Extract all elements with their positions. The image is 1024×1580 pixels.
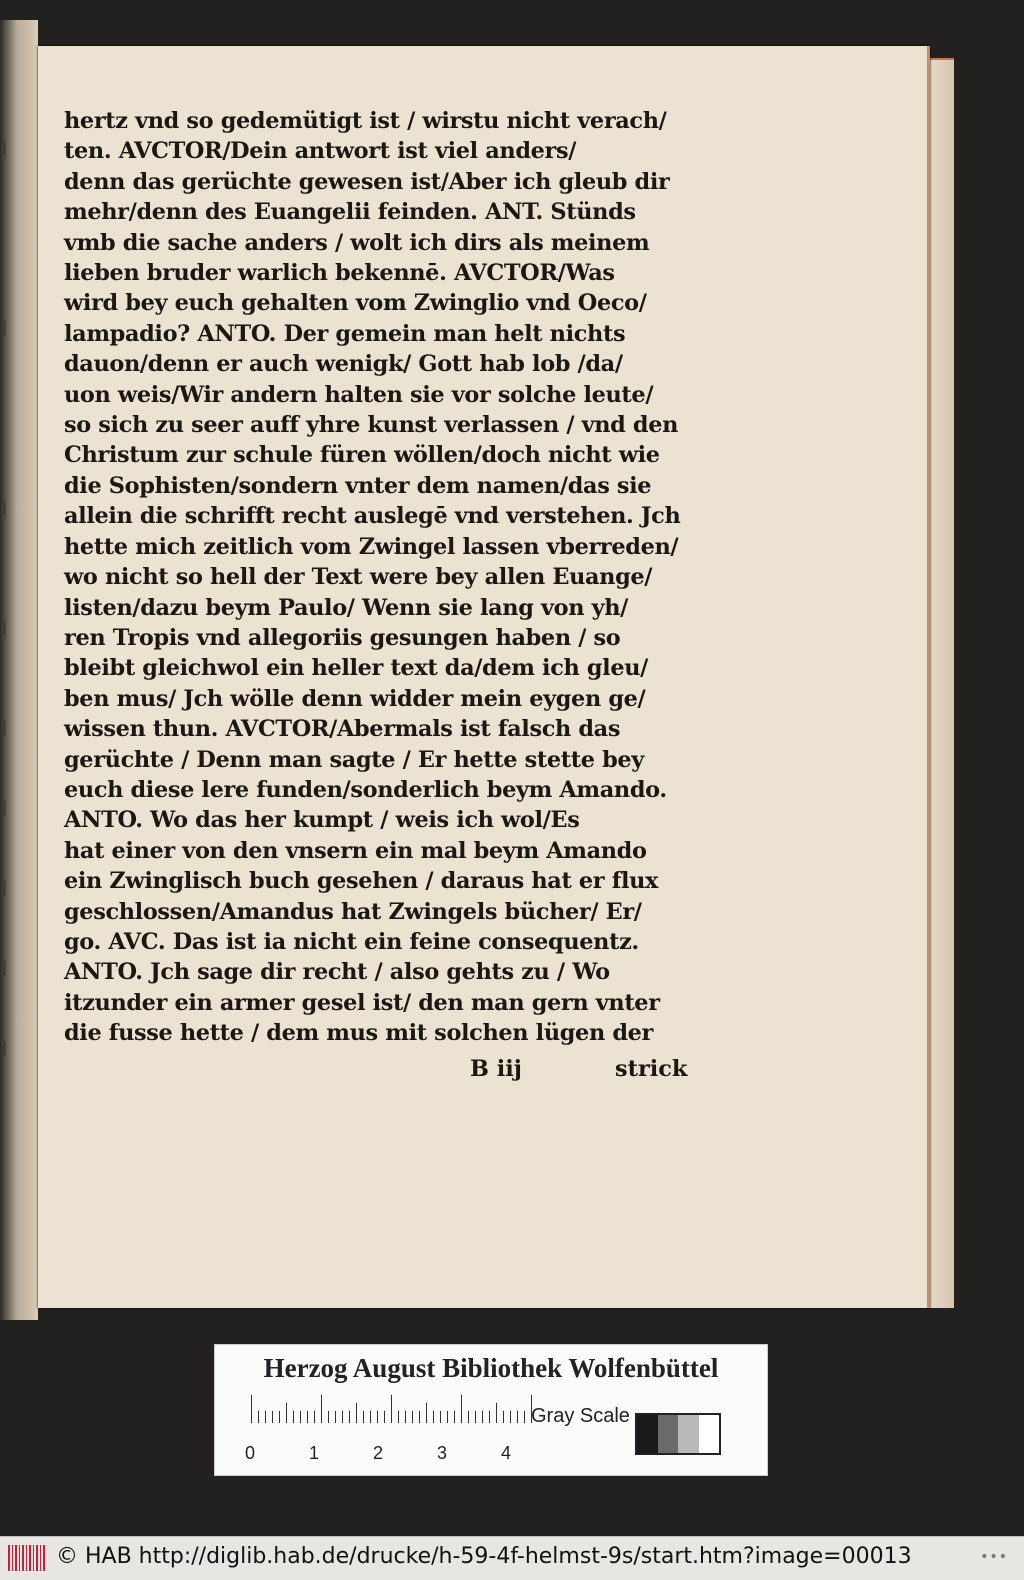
- ruler-tick: [426, 1403, 427, 1423]
- ruler-tick: [468, 1411, 469, 1423]
- text-line: ANTO. Jch sage dir recht / also gehts zu / Wo: [64, 959, 610, 986]
- ruler-number: 2: [373, 1443, 384, 1463]
- page-edge: [930, 58, 954, 1308]
- margin-mark: |: [2, 960, 8, 976]
- ruler-tick: [503, 1411, 504, 1423]
- signature-mark: B iij: [470, 1056, 522, 1082]
- more-icon[interactable]: •••: [980, 1549, 1008, 1565]
- footer-bar: [0, 1536, 1024, 1580]
- ruler-tick: [377, 1411, 378, 1423]
- grayscale-label: Gray Scale: [531, 1405, 630, 1427]
- text-line: Christum zur schule füren wöllen/doch nicht wie: [64, 442, 660, 469]
- page-text: [64, 106, 704, 1049]
- ruler-tick: [272, 1411, 273, 1423]
- text-line: denn das gerüchte gewesen ist/Aber ich gleub dir: [64, 168, 670, 195]
- ruler-tick: [482, 1411, 483, 1423]
- ruler-tick: [524, 1411, 525, 1423]
- ruler-tick: [461, 1395, 462, 1423]
- ruler-tick: [433, 1411, 434, 1423]
- ruler-tick: [489, 1411, 490, 1423]
- ruler-tick: [335, 1411, 336, 1423]
- ruler-number: 4: [501, 1443, 512, 1463]
- signature-line: [470, 1056, 690, 1088]
- text-line: uon weis/Wir andern halten sie vor solche leute/: [64, 381, 654, 408]
- ruler-tick: [496, 1403, 497, 1423]
- ruler-tick: [517, 1411, 518, 1423]
- ruler-tick: [440, 1411, 441, 1423]
- text-line: lampadio? ANTO. Der gemein man helt nichts: [64, 320, 626, 347]
- ruler-tick: [384, 1411, 385, 1423]
- margin-mark: |: [2, 880, 8, 896]
- ruler-tick: [419, 1411, 420, 1423]
- text-line: ten. AVCTOR/Dein antwort ist viel anders/: [64, 138, 577, 165]
- margin-mark: |: [2, 320, 8, 336]
- text-line: ANTO. Wo das her kumpt / weis ich wol/Es: [64, 807, 580, 834]
- ruler: [251, 1397, 531, 1437]
- ruler-tick: [370, 1411, 371, 1423]
- text-line: lieben bruder warlich bekennē. AVCTOR/Was: [64, 260, 615, 287]
- text-line: listen/dazu beym Paulo/ Wenn sie lang von yh/: [64, 594, 629, 621]
- text-line: dauon/denn er auch wenigk/ Gott hab lob /da/: [64, 351, 623, 378]
- ruler-number: 1: [309, 1443, 320, 1463]
- text-line: ren Tropis vnd allegoriis gesungen haben / so: [64, 624, 621, 651]
- ruler-tick: [265, 1411, 266, 1423]
- gray-swatch: [699, 1415, 720, 1453]
- text-line: hertz vnd so gedemütigt ist / wirstu nicht verach/: [64, 108, 667, 134]
- ruler-tick: [342, 1411, 343, 1423]
- text-line: hette mich zeitlich vom Zwingel lassen vberreden/: [64, 533, 679, 560]
- ruler-tick: [398, 1411, 399, 1423]
- text-line: gerüchte / Denn man sagte / Er hette stette bey: [64, 746, 644, 773]
- text-line: allein die schrifft recht auslegē vnd verstehen. Jch: [64, 503, 681, 530]
- ruler-tick: [405, 1411, 406, 1423]
- text-line: euch diese lere funden/sonderlich beym Amando.: [64, 776, 667, 803]
- ruler-tick: [286, 1403, 287, 1423]
- ruler-tick: [321, 1395, 322, 1423]
- ruler-tick: [279, 1411, 280, 1423]
- color-scale-card: [214, 1344, 768, 1476]
- text-line: ben mus/ Jch wölle denn widder mein eygen ge/: [64, 685, 646, 712]
- ruler-tick: [328, 1411, 329, 1423]
- ruler-tick: [300, 1411, 301, 1423]
- ruler-tick: [454, 1411, 455, 1423]
- text-line: die fusse hette / dem mus mit solchen lügen der: [64, 1020, 653, 1047]
- text-line: vmb die sache anders / wolt ich dirs als meinem: [64, 229, 650, 256]
- barcode-icon: [8, 1545, 46, 1571]
- ruler-tick: [363, 1411, 364, 1423]
- ruler-tick: [356, 1403, 357, 1423]
- text-line: wo nicht so hell der Text were bey allen Euange/: [64, 564, 653, 591]
- gray-swatch: [637, 1415, 658, 1453]
- ruler-tick: [258, 1411, 259, 1423]
- text-line: die Sophisten/sondern vnter dem namen/das sie: [64, 472, 652, 499]
- margin-mark: |: [2, 800, 8, 816]
- ruler-tick: [314, 1411, 315, 1423]
- text-line: geschlossen/Amandus hat Zwingels bücher/ Er/: [64, 898, 642, 925]
- ruler-tick: [510, 1411, 511, 1423]
- ruler-tick: [251, 1395, 252, 1423]
- text-line: wissen thun. AVCTOR/Abermals ist falsch das: [64, 716, 621, 743]
- margin-mark: |: [2, 620, 8, 636]
- text-line: bleibt gleichwol ein heller text da/dem ich gleu/: [64, 655, 648, 682]
- text-line: itzunder ein armer gesel ist/ den man gern vnter: [64, 989, 660, 1016]
- gray-swatch: [678, 1415, 699, 1453]
- footer-url[interactable]: © HAB http://diglib.hab.de/drucke/h-59-4f-helmst-9s/start.htm?image=00013: [56, 1544, 912, 1569]
- text-line: so sich zu seer auff yhre kunst verlassen / vnd den: [64, 412, 679, 439]
- library-label: Herzog August Bibliothek Wolfenbüttel: [263, 1353, 719, 1383]
- ruler-tick: [447, 1411, 448, 1423]
- ruler-tick: [307, 1411, 308, 1423]
- text-line: hat einer von den vnsern ein mal beym Amando: [64, 837, 647, 864]
- ruler-tick: [391, 1395, 392, 1423]
- ruler-tick: [293, 1411, 294, 1423]
- ruler-tick: [412, 1411, 413, 1423]
- text-line: ein Zwinglisch buch gesehen / daraus hat er flux: [64, 868, 659, 895]
- previous-page-edge: [0, 20, 38, 1320]
- text-line: wird bey euch gehalten vom Zwinglio vnd Oeco/: [64, 290, 647, 317]
- margin-mark: |: [2, 720, 8, 736]
- text-line: go. AVC. Das ist ia nicht ein feine consequentz.: [64, 928, 639, 955]
- text-line: mehr/denn des Euangelii feinden. ANT. Stünds: [64, 199, 636, 226]
- ruler-tick: [349, 1411, 350, 1423]
- grayscale-swatches: [635, 1413, 721, 1455]
- gray-swatch: [658, 1415, 679, 1453]
- catchword: strick: [615, 1056, 688, 1082]
- ruler-number: 0: [245, 1443, 256, 1463]
- ruler-tick: [475, 1411, 476, 1423]
- margin-mark: |: [2, 500, 8, 516]
- ruler-number: 3: [437, 1443, 448, 1463]
- margin-mark: |: [2, 1040, 8, 1056]
- margin-mark: |: [2, 140, 8, 156]
